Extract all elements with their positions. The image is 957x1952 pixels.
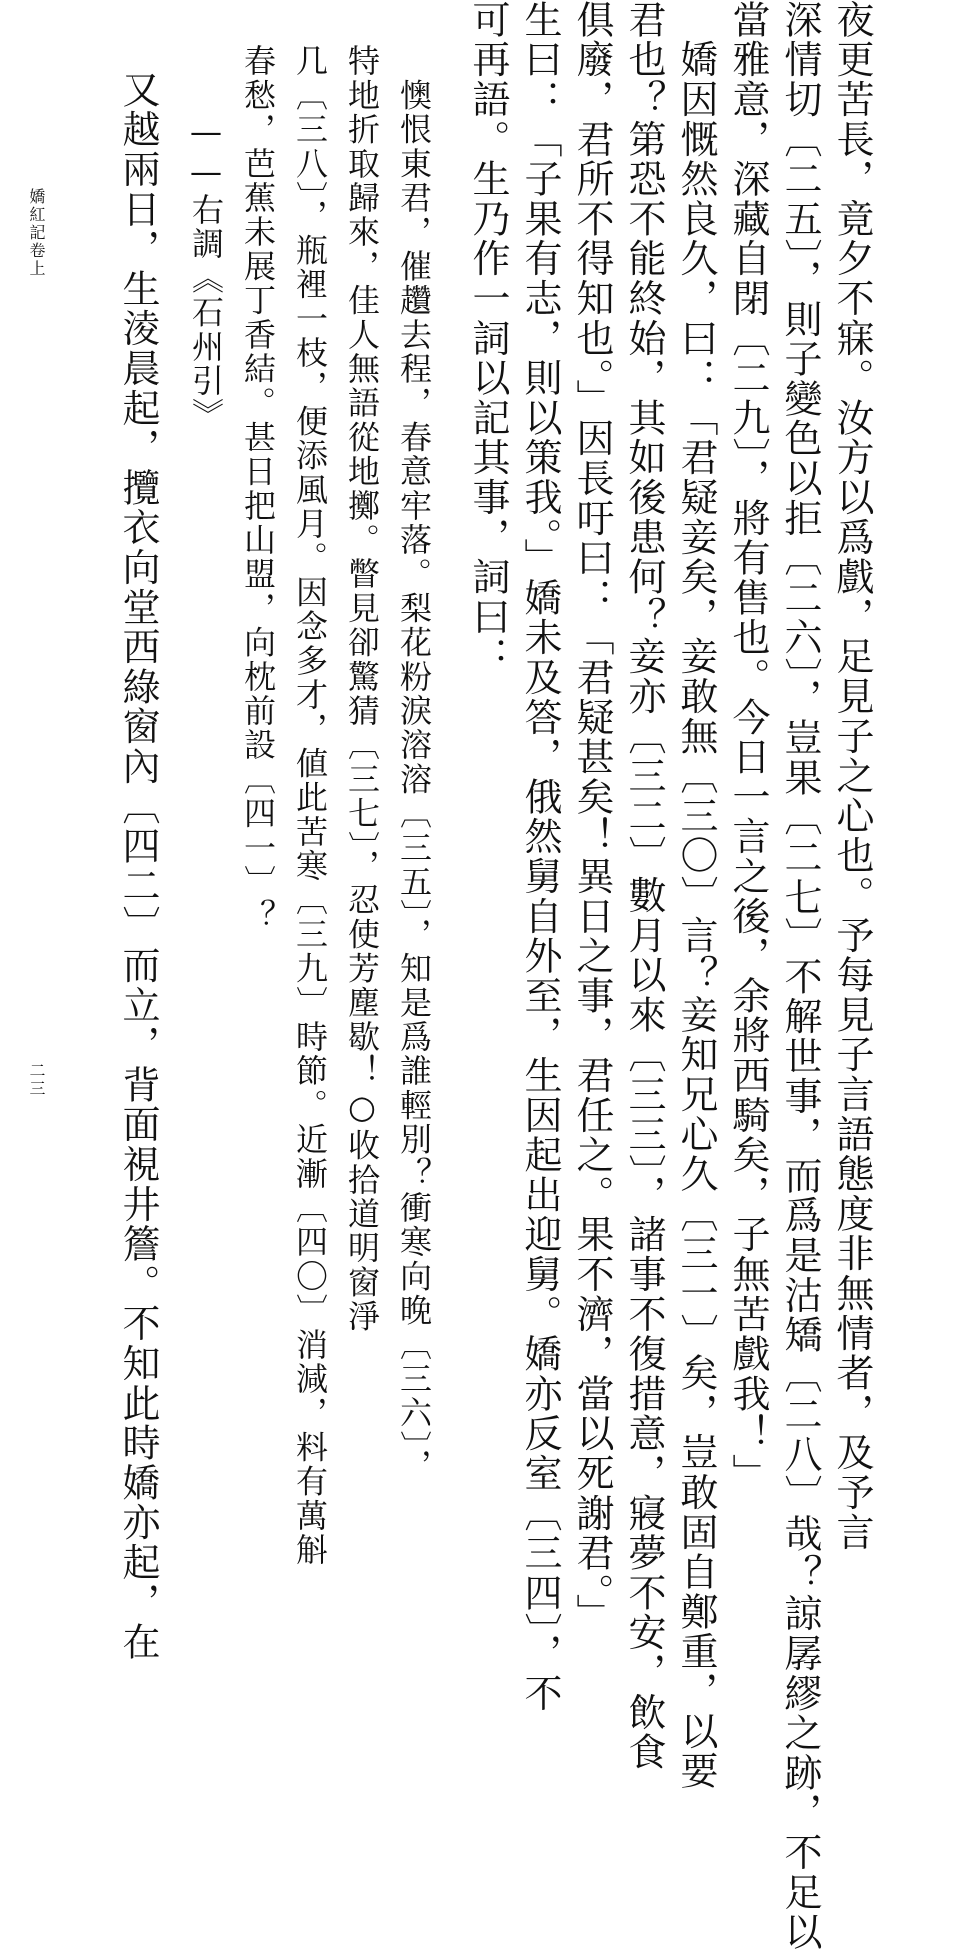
text-column: 生曰：「子果有志，則以策我。」嬌未及答，俄然舅自外至，生因起出迎舅。嬌亦反室〔三四〕，不 [518,0,562,1714]
text-column: 俱廢，君所不得知也。」因長吁曰：「君疑甚矣！異日之事，君任之。果不濟，當以死謝君。」 [570,0,614,1634]
text-column: 君也？第恐不能終始，其如後患何？妾亦〔三二〕數月以來〔三三〕，諸事不復措意，寢夢不安，飲食 [622,0,666,1772]
text-column: 可再語。生乃作一詞以記其事，詞曰： [466,0,510,677]
poem-signature: ——右調《石州引》 [187,44,225,433]
page-number: 二三 [27,1062,46,1098]
text-column: 夜更苦長，竟夕不寐。汝方以爲戲，足見子之心也。予每見子言語態度非無情者，及予言 [830,0,874,1553]
poem-column: 特地折取歸來，佳人無語從地擲。瞥見卻驚猜〔三七〕，忍使芳塵歇！○收拾道明窗淨 [343,44,381,1334]
poem-column: 懊恨東君，催趲去程，春意牢落。梨花粉淚溶溶〔三五〕，知是爲誰輕別？衝寒向晚〔三六〕， [395,44,433,1483]
running-title: 嬌紅記卷上 [27,188,46,278]
text-column: 深情切〔二五〕，則子變色以拒〔二六〕，豈果〔二七〕不解世事，而爲是沽矯〔二八〕哉？諒孱繆之跡，不足以 [778,0,822,1952]
poem-column: 春愁，芭蕉未展丁香結。甚日把山盟，向枕前設〔四一〕？ [239,44,277,934]
text-column: 嬌因慨然良久，曰：「君疑妾矣，妾敢無〔三〇〕言？妾知兄心久〔三一〕矣，豈敢固自鄭重，以要 [674,0,718,1791]
text-column: 當雅意，深藏自閉〔二九〕，將有售也。今日一言之後，余將西騎矣，子無苦戲我！」 [726,0,770,1494]
text-column: 又越兩日，生淩晨起，攬衣向堂西綠窗內〔四二〕而立，背面視井簷。不知此時嬌亦起，在 [116,70,160,1662]
poem-column: 几〔三八〕，瓶裡一枝，便添風月。因念多才，値此苦寒〔三九〕時節。近漸〔四〇〕消減，料有萬斛 [291,44,329,1567]
